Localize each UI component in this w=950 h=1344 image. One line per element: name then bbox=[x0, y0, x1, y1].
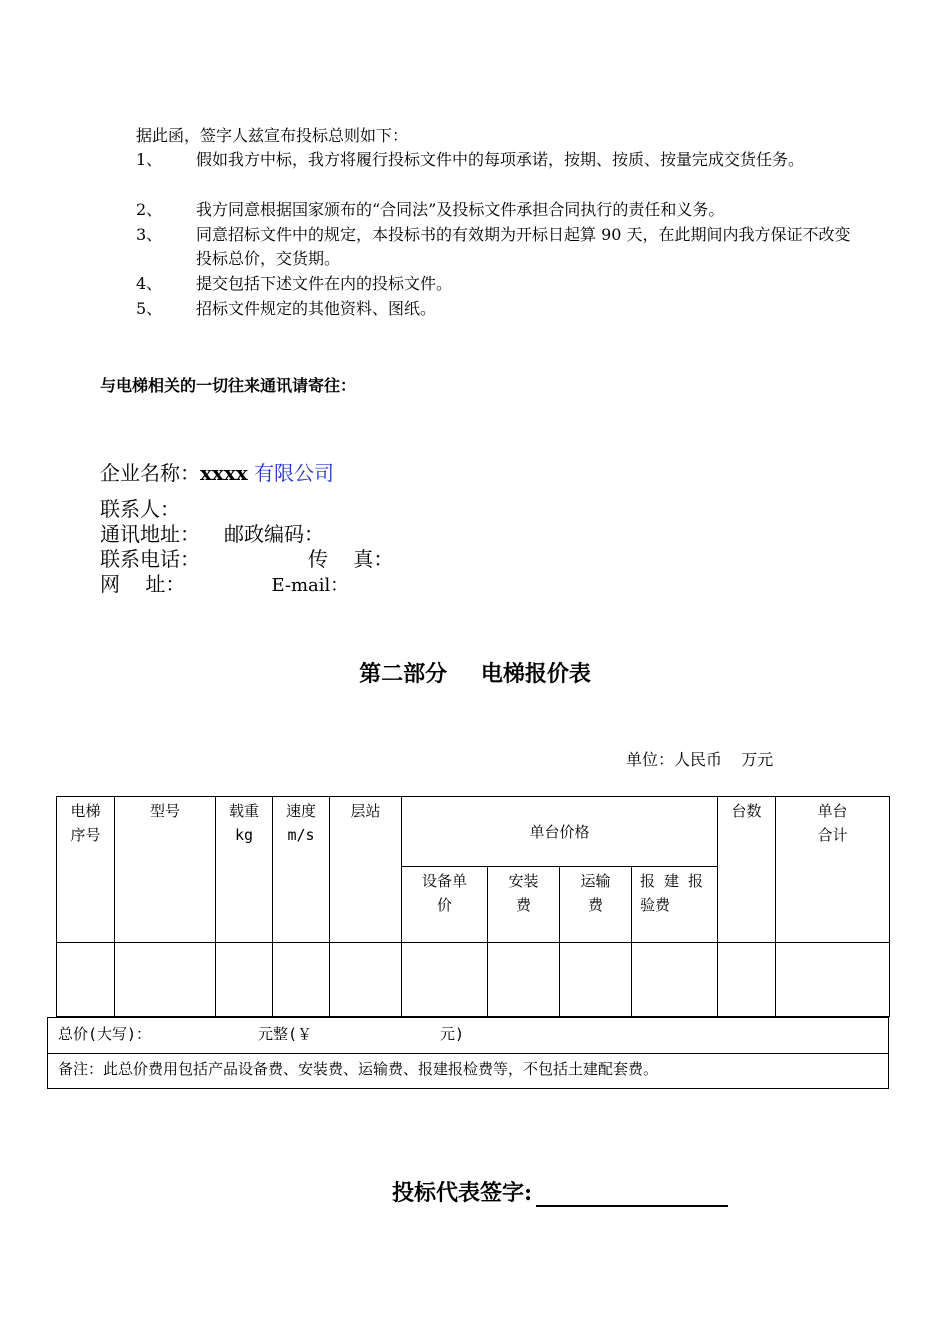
list-item bbox=[136, 297, 856, 321]
remark-text: 备注：此总价费用包括产品设备费、安装费、运输费、报建报检费等，不包括土建配套费。 bbox=[58, 1060, 659, 1078]
table-cell[interactable] bbox=[216, 943, 273, 1017]
table-row bbox=[57, 943, 890, 1017]
item-number: 5、 bbox=[136, 299, 163, 318]
header-floors: 层站 bbox=[330, 797, 402, 943]
list-item bbox=[136, 148, 856, 172]
item-number: 4、 bbox=[136, 274, 163, 293]
table-cell[interactable] bbox=[718, 943, 776, 1017]
item-number: 3、 bbox=[136, 225, 163, 244]
table-cell[interactable] bbox=[115, 943, 216, 1017]
signature-block bbox=[392, 1176, 728, 1207]
header-speed: 速度 m/s bbox=[273, 797, 330, 943]
header-transport-fee: 运输 费 bbox=[560, 867, 632, 943]
header-equipment-price: 设备单 价 bbox=[402, 867, 488, 943]
remark-row bbox=[47, 1053, 889, 1089]
postcode-label: 邮政编码： bbox=[224, 522, 324, 546]
company-suffix: 有限公司 bbox=[254, 461, 335, 485]
header-install-fee: 安装 费 bbox=[488, 867, 560, 943]
item-text: 提交包括下述文件在内的投标文件。 bbox=[196, 274, 453, 293]
total-price-row bbox=[47, 1017, 889, 1054]
item-text: 假如我方中标，我方将履行投标文件中的每项承诺，按期、按质、按量完成交货任务。 bbox=[196, 150, 805, 169]
header-subtotal: 单台 合计 bbox=[776, 797, 890, 943]
table-cell[interactable] bbox=[330, 943, 402, 1017]
currency-unit: 单位：人民币 万元 bbox=[626, 750, 774, 769]
company-line bbox=[100, 459, 334, 487]
table-cell[interactable] bbox=[402, 943, 488, 1017]
company-label: 企业名称： bbox=[100, 461, 200, 485]
table-cell[interactable] bbox=[776, 943, 890, 1017]
table-cell[interactable] bbox=[488, 943, 560, 1017]
intro-text: 据此函，签字人兹宣布投标总则如下： bbox=[136, 126, 409, 145]
table-cell[interactable] bbox=[560, 943, 632, 1017]
item-number: 2、 bbox=[136, 200, 163, 219]
company-name: xxxx bbox=[200, 461, 248, 485]
phone-label: 联系电话： bbox=[100, 547, 200, 571]
table-cell[interactable] bbox=[632, 943, 718, 1017]
signature-label: 投标代表签字: bbox=[392, 1180, 533, 1206]
header-load: 载重 kg bbox=[216, 797, 273, 943]
item-text: 招标文件规定的其他资料、图纸。 bbox=[196, 299, 437, 318]
contact-phone-line bbox=[100, 547, 393, 571]
item-text: 我方同意根据国家颁布的“合同法”及投标文件承担合同执行的责任和义务。 bbox=[196, 200, 725, 219]
header-seq: 电梯 序号 bbox=[57, 797, 115, 943]
contact-heading: 与电梯相关的一切往来通讯请寄往： bbox=[100, 376, 357, 395]
list-item bbox=[136, 223, 856, 271]
contact-web-line bbox=[100, 572, 348, 598]
quote-table bbox=[56, 796, 890, 1017]
total-close: 元) bbox=[440, 1025, 465, 1043]
list-item bbox=[136, 272, 856, 296]
header-quantity: 台数 bbox=[718, 797, 776, 943]
signature-line[interactable] bbox=[536, 1183, 728, 1207]
website-label: 网 址： bbox=[100, 572, 186, 596]
header-inspection-fee: 报 建 报 验费 bbox=[632, 867, 718, 943]
contact-address-line bbox=[100, 522, 324, 546]
section-title: 第二部分 电梯报价表 bbox=[359, 662, 591, 687]
total-label: 总价(大写)： bbox=[58, 1025, 152, 1043]
item-number: 1、 bbox=[136, 150, 163, 169]
address-label: 通讯地址： bbox=[100, 522, 200, 546]
header-unit-price: 单台价格 bbox=[402, 797, 718, 867]
table-cell[interactable] bbox=[57, 943, 115, 1017]
email-label: E-mail： bbox=[271, 575, 349, 596]
fax-label: 传 真： bbox=[308, 547, 394, 571]
contact-person: 联系人： bbox=[100, 497, 180, 521]
item-text: 同意招标文件中的规定，本投标书的有效期为开标日起算 90 天，在此期间内我方保证不改变投标总价，交货期。 bbox=[196, 225, 851, 268]
table-cell[interactable] bbox=[273, 943, 330, 1017]
header-model: 型号 bbox=[115, 797, 216, 943]
total-yuan: 元整(￥ bbox=[258, 1025, 313, 1043]
list-item bbox=[136, 198, 856, 222]
